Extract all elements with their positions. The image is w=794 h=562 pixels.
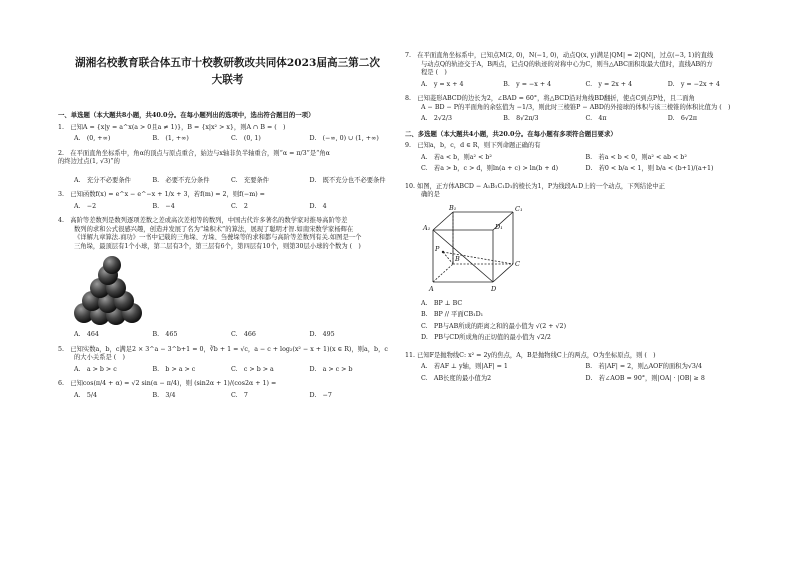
question-8 xyxy=(405,95,750,124)
option-a: A. 若AF ⊥ y轴，则|AF| = 1 xyxy=(421,363,508,370)
option-d: D. 若0 < b/a < 1，则 b/a < (b+1)/(a+1) xyxy=(585,165,714,172)
option-b: B. (1, +∞) xyxy=(152,135,189,142)
question-10 xyxy=(405,183,750,346)
option-b: B. 465 xyxy=(152,331,178,338)
question-11 xyxy=(405,352,750,387)
question-line: 程是 ( ) xyxy=(421,69,447,76)
question-stem: 5. 已知实数a，b，c满足2 × 3^a − 3^b+1 = 0，∛b + 1 = √c，a − c + log₂(x² − x + 1)(x ∈ R)，则a，b，c xyxy=(58,345,388,353)
option-d: D. 6√2π xyxy=(667,115,698,122)
option-b: B. 必要不充分条件 xyxy=(152,176,210,184)
triangular-pile-of-balls-image xyxy=(72,255,152,327)
left-column xyxy=(58,108,388,406)
option-c: C. 7 xyxy=(231,391,248,399)
question-4 xyxy=(58,217,388,340)
options xyxy=(74,366,388,375)
options xyxy=(74,177,388,186)
option-a: A. a > b > c xyxy=(74,365,117,373)
option-a: A. 5/4 xyxy=(74,391,97,399)
question-line: 《详解九章算法.商功》一书中记载的三角垛、方垛、刍甍垛等的求和都与高阶等差数列有关.如图是一个 xyxy=(74,234,362,241)
option-d: D. (−∞, 0) ∪ (1, +∞) xyxy=(309,135,379,142)
question-6 xyxy=(58,380,388,400)
option-c: C. 若a > b，c > d，则ln(a + c) > ln(b + d) xyxy=(421,165,559,172)
question-stem: 10. 如图，正方体ABCD − A₁B₁C₁D₁的棱长为1，P为线段A₁D上的一个动点，下列结论中正 xyxy=(405,182,665,190)
option-d: D. −7 xyxy=(309,391,332,399)
option-b: B. b > a > c xyxy=(152,365,196,373)
question-stem: 11. 已知F是抛物线C: x² = 2y的焦点，A，B是抛物线C上的两点，O为坐标原点，则 ( ) xyxy=(405,351,656,359)
label-d: D xyxy=(491,284,497,293)
label-a: A xyxy=(429,284,434,293)
right-column xyxy=(405,52,750,392)
option-b: B. BP // 平面CB₁D₁ xyxy=(421,311,484,318)
question-2 xyxy=(58,150,388,186)
label-b: B xyxy=(455,254,460,263)
option-b: B. 若|AF| = 2，则△AOF的面积为√3/4 xyxy=(585,363,703,370)
options xyxy=(421,363,750,386)
option-c: C. 4π xyxy=(585,115,607,122)
option-c: C. 466 xyxy=(231,331,256,338)
cube-diagram xyxy=(419,204,529,296)
question-stem-cont: 确的是 xyxy=(421,191,440,198)
question-5 xyxy=(58,346,388,375)
question-line: 数列的求和公式很感兴趣，创造并发展了名为“垛积术”的算法，展现了聪明才智.如南宋数学家杨辉在 xyxy=(74,225,354,233)
label-c1: C₁ xyxy=(515,204,523,213)
options xyxy=(421,300,750,346)
option-d: D. 若∠AOB = 90°，则|OA| · |OB| ≥ 8 xyxy=(585,374,705,382)
option-c: C. y = 2x + 4 xyxy=(585,80,633,88)
options xyxy=(74,331,388,340)
question-stem: 1. 已知A = {x|y = a^x(a > 0且a ≠ 1)}，B = {x|x² > x}，则A ∩ B = ( ) xyxy=(58,123,286,131)
option-a: A. y = x + 4 xyxy=(421,80,464,88)
option-d: D. 495 xyxy=(309,331,335,338)
question-stem-cont: 的大小关系是 ( ) xyxy=(74,354,125,361)
section-heading-multi-choice: 二、多选题（本大题共4小题，共20.0分。在每小题有多项符合题目要求） xyxy=(405,129,617,138)
question-7 xyxy=(405,52,750,89)
options xyxy=(421,154,750,177)
options xyxy=(421,115,750,124)
option-d: D. a > c > b xyxy=(309,365,353,373)
options xyxy=(74,392,388,401)
option-b: B. 3/4 xyxy=(152,391,176,399)
question-stem: 9. 已知a，b，c，d ∈ R，则下列命题正确的有 xyxy=(405,142,541,149)
label-c: C xyxy=(515,259,520,268)
option-a: A. 若a < b，则a² < b² xyxy=(421,153,492,161)
question-line: A − BD − P的平面角的余弦值为 −1/3，则此时三棱锥P − ABD的外接球的体积与该三棱锥的体积比值为 ( ) xyxy=(421,103,731,111)
label-a1: A₁ xyxy=(423,223,431,232)
question-line: 与动点Q的轨迹交于A，B两点，记点Q的轨迹的对称中心为C，则当△ABC面积取最大值时，直线AB的方 xyxy=(421,60,713,68)
option-d: D. 既不充分也不必要条件 xyxy=(309,176,386,184)
option-c: C. 2 xyxy=(231,202,248,210)
question-line: 4. 高阶等差数列是数列逐项差数之差或高次差相等的数列，中国古代许多著名的数学家对推导高阶等差 xyxy=(58,217,348,224)
label-d1: D₁ xyxy=(495,222,503,231)
option-d: D. 4 xyxy=(309,202,327,210)
option-b: B. −4 xyxy=(152,202,175,210)
option-b: B. y = −x + 4 xyxy=(503,80,552,88)
question-stem: 6. 已知cos(π/4 + α) = √2 sin(α − π/4)，则 (sin2α + 1)/(cos2α + 1) = xyxy=(58,380,277,387)
option-c: C. AB长度的最小值为2 xyxy=(421,374,492,382)
options xyxy=(421,81,750,90)
question-1 xyxy=(58,124,388,144)
option-c: C. 充要条件 xyxy=(231,176,270,184)
question-line: 7. 在平面直角坐标系中，已知点M(2, 0)，N(−1, 0)，动点Q(x, y)满足|QM| = 2|QN|，过点(−3, 1)的直线 xyxy=(405,52,714,59)
option-d: D. PB与CD所成角的正切值的最小值为 √2/2 xyxy=(421,334,551,341)
question-9 xyxy=(405,142,750,177)
option-c: C. (0, 1) xyxy=(231,135,261,142)
option-a: A. 充分不必要条件 xyxy=(74,176,131,184)
section-heading-single-choice: 一、单选题（本大题共8小题，共40.0分。在每小题列出的选项中，选出符合题目的一项） xyxy=(58,111,315,119)
option-b: B. 8√2π/3 xyxy=(503,115,539,122)
label-p: P xyxy=(435,244,440,253)
option-a: A. 2√2/3 xyxy=(421,115,452,122)
option-a: A. (0, +∞) xyxy=(74,135,111,142)
options xyxy=(74,135,388,144)
option-a: A. 464 xyxy=(74,331,99,338)
question-stem-cont: 的终边过点(1, √3)”的 xyxy=(58,158,120,165)
option-c: C. PB与AB所成的距离之和的最小值为 √(2 + √2) xyxy=(421,322,567,330)
option-d: D. y = −2x + 4 xyxy=(667,80,720,88)
option-b: B. 若a < b < 0，则a² < ab < b² xyxy=(585,153,687,161)
page-title: 湖湘名校教育联合体五市十校教研教改共同体2023届高三第二次大联考 xyxy=(75,57,380,86)
option-a: A. −2 xyxy=(74,202,97,210)
question-stem: 3. 已知函数f(x) = e^x − e^−x + 1/x + 3，若f(m) = 2，则f(−m) = xyxy=(58,191,265,198)
question-line: 8. 已知菱形ABCD的边长为2，∠BAD = 60°，将△BCD沿对角线BD翻折，使点C到点P处，且二面角 xyxy=(405,95,695,102)
options xyxy=(74,203,388,212)
option-c: C. c > b > a xyxy=(231,365,274,373)
question-stem: 2. 在平面直角坐标系中，角α的顶点与原点重合，始边与x轴非负半轴重合，则“α = π/3”是“角α xyxy=(58,149,330,157)
question-3 xyxy=(58,191,388,211)
option-a: A. BP ⊥ BC xyxy=(421,299,463,307)
label-b1: B₁ xyxy=(449,203,457,212)
question-line: 三角垛，最顶层有1个小球，第二层有3个，第三层有6个，第四层有10个，则第30层小球的个数为 ( ) xyxy=(74,242,361,250)
